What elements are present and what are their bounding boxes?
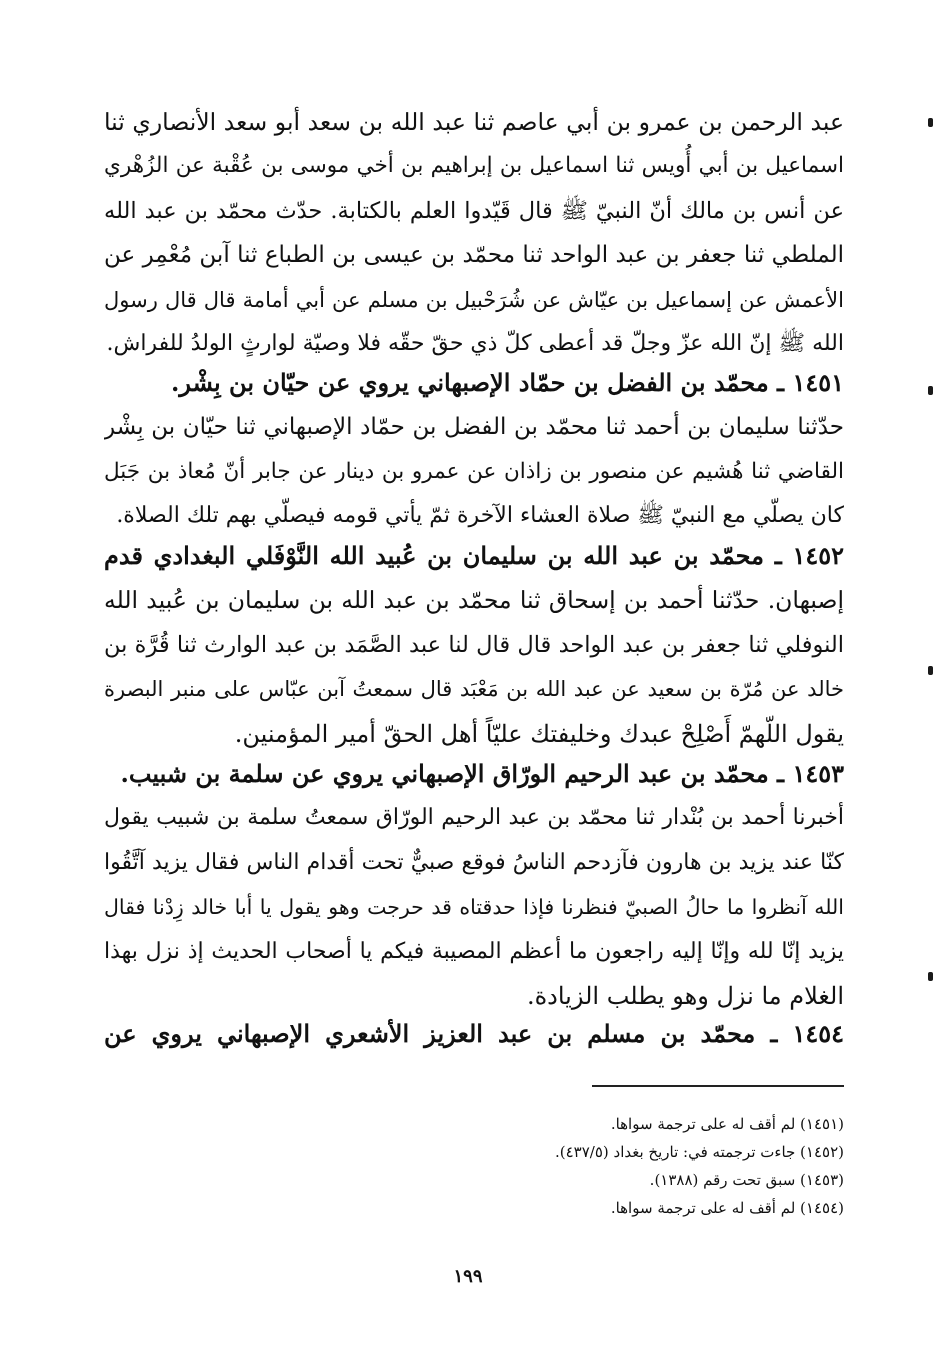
footnote: (١٤٥٣) سبق تحت رقم (١٣٨٨). <box>649 1171 844 1189</box>
text-line: خالد عن مُرّة بن سعيد عن عبد الله بن مَعْبَد قال سمعتُ آبن عبّاس على منبر البصرة <box>104 677 844 702</box>
scan-edge-mark <box>928 118 933 127</box>
text-line: القاضي ثنا هُشيم عن منصور بن زاذان عن عمرو بن دينار عن جابر أنّ مُعاذ بن جَبَل <box>104 458 844 484</box>
footnote: (١٤٥٢) جاءت ترجمته في: تاريخ بغداد (٤٣٧/٥). <box>555 1143 844 1161</box>
entry-1453 <box>104 752 844 1018</box>
footnote: (١٤٥٤) لم أقف له على ترجمة سواها. <box>610 1199 844 1217</box>
text-line: كنّا عند يزيد بن هارون فآزدحم الناسُ فوقع صبيٌّ تحت أقدام الناس فقال يزيد آتَّقُوا <box>104 849 844 875</box>
entry-heading: ١٤٥٤ ـ محمّد بن مسلم بن عبد العزيز الأشعري الإصبهاني يروي عن <box>104 1019 844 1048</box>
footnote-divider <box>592 1085 844 1087</box>
text-line: الله آنظروا ما حالُ الصبيّ فنظرنا فإذا حدقتاه قد حرجت وهو يقول يا أبا خالد زِدْنا فقال <box>104 895 844 920</box>
footnotes <box>555 1110 844 1222</box>
text-line: الغلام ما نزل وهو يطلب الزيادة. <box>526 982 844 1011</box>
text-line: اسماعيل بن أبي أُويس ثنا اسماعيل بن إبراهيم بن أخي موسى بن عُقْبة عن الزُهْري <box>104 153 844 179</box>
text-line: يقول اللّهمّ أَصْلِحْ عبدك وخليفتك عليّاً أهل الحقّ أمير المؤمنين. <box>234 719 844 748</box>
text-line: الله ﷺ إنّ الله عزّ وجلّ قد أعطى كلّ ذي حقّ حقّه فلا وصيّة لوارثٍ الولدُ للفراش. <box>106 331 844 357</box>
text-line: الأعمش عن إسماعيل بن عيّاش عن شُرَحْبيل بن مسلم عن أبي أمامة قال قال رسول <box>104 287 844 312</box>
page-number: ١٩٩ <box>453 1266 483 1287</box>
footnote: (١٤٥١) لم أقف له على ترجمة سواها. <box>610 1115 844 1133</box>
text-line: النوفلي ثنا جعفر بن عبد الواحد قال قال لنا عبد الصَّمَد بن عبد الوارث ثنا قُرَّة بن <box>104 631 844 658</box>
text-line: عبد الرحمن بن عمرو بن أبي عاصم ثنا عبد الله بن سعد أبو سعد الأنصاري ثنا <box>104 108 844 136</box>
text-line: كان يصلّي مع النبيّ ﷺ صلاة العشاء الآخرة ثمّ يأتي قومه فيصلّي بهم تلك الصلاة. <box>116 503 844 529</box>
entry-heading: ١٤٥١ ـ محمّد بن الفضل بن حمّاد الإصبهاني يروي عن حيّان بن بِشْر. <box>171 368 844 397</box>
text-line: يزيد إنّا لله وإنّا إليه راجعون ما أعظم المصيبة فيكم يا أصحاب الحديث إذ نزل بهذا <box>104 938 844 964</box>
entry-heading: ١٤٥٣ ـ محمّد بن عبد الرحيم الورّاق الإصبهاني يروي عن سلمة بن شبيب. <box>120 759 844 788</box>
entry-heading: ١٤٥٢ ـ محمّد بن عبد الله بن سليمان بن عُبيد الله النَّوْفَلي البغدادي قدم <box>104 541 844 570</box>
text-line: إصبهان. حدّثنا أحمد بن إسحاق ثنا محمّد بن عبد الله بن سليمان بن عُبيد الله <box>104 586 844 615</box>
text-line: الملطي ثنا جعفر بن عبد الواحد ثنا محمّد بن عيسى بن الطباع ثنا آبن مُعْمِر عن <box>104 242 844 269</box>
scan-edge-mark <box>928 386 933 395</box>
entry-1452 <box>104 534 844 756</box>
intro-paragraph <box>104 100 844 366</box>
text-line: حدّثنا سليمان بن أحمد ثنا محمّد بن الفضل بن حمّاد الإصبهاني ثنا حيّان بن بِشْر <box>104 414 844 441</box>
entry-1451 <box>104 361 844 539</box>
scan-edge-mark <box>928 972 933 981</box>
scan-edge-mark <box>928 666 933 675</box>
text-line: أخبرنا أحمد بن بُنْدار ثنا محمّد بن عبد الرحيم الورّاق سمعتُ سلمة بن شبيب يقول <box>104 805 844 831</box>
entry-1454 <box>104 1012 844 1056</box>
text-line: عن أنس بن مالك أنّ النبيّ ﷺ قال قَيّدوا العلم بالكتابة. حدّث محمّد بن عبد الله <box>104 197 844 224</box>
